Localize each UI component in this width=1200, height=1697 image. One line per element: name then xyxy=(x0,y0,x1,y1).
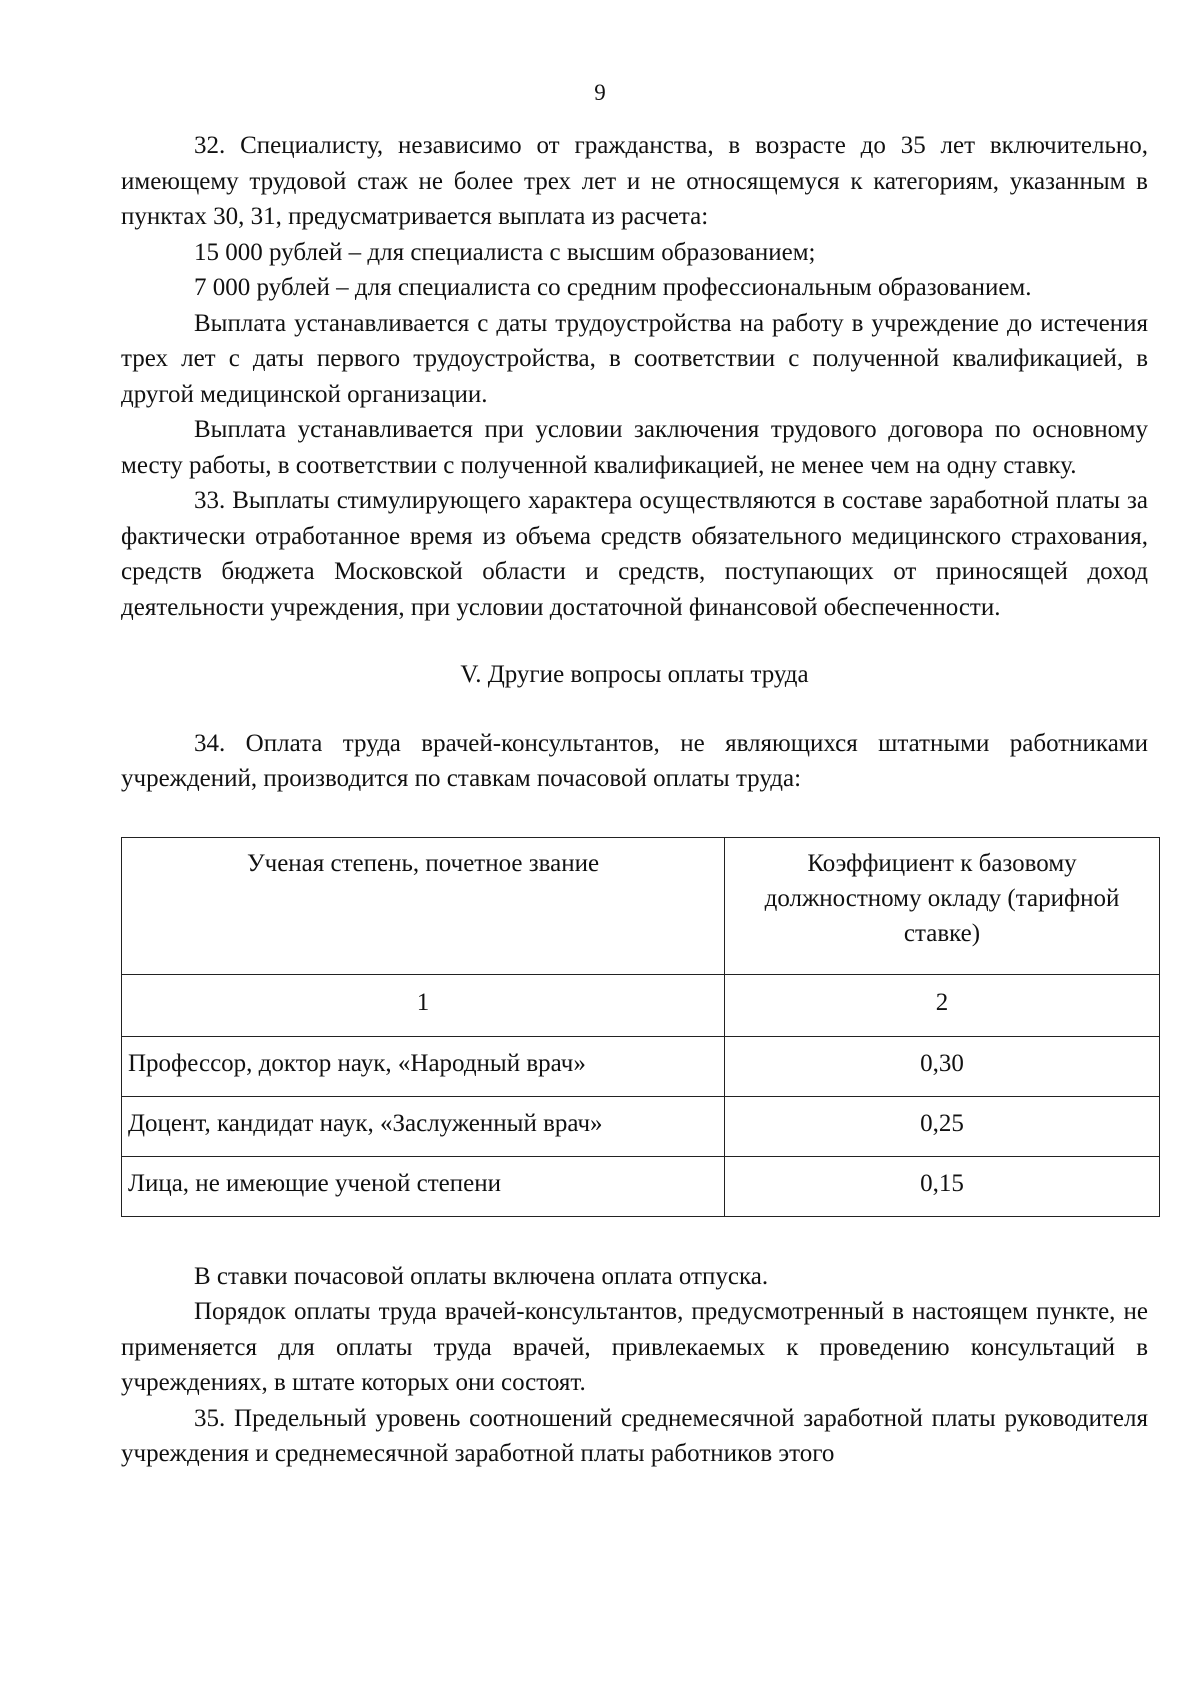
paragraph-procedure: Порядок оплаты труда врачей-консультантов, предусмотренный в настоящем пункте, не применяется для оплаты труда врачей, привлекаемых к проведению консультаций в учреждениях, в штате которых они состоят. xyxy=(121,1298,1148,1396)
paragraph-amount-higher: 15 000 рублей – для специалиста с высшим образованием; xyxy=(194,238,816,266)
rates-table-wrapper xyxy=(121,837,1148,1217)
paragraph-34: 34. Оплата труда врачей-консультантов, не являющихся штатными работниками учреждений, производится по ставкам почасовой оплаты труда: xyxy=(121,729,1148,792)
paragraph-payment-start: Выплата устанавливается с даты трудоустройства на работу в учреждение до истечения трех лет с даты первого трудоустройства, в соответствии с полученной квалификацией, в другой медицинской организации. xyxy=(121,309,1148,408)
table-index-cell: 2 xyxy=(725,974,1160,1036)
table-header-cell: Ученая степень, почетное звание xyxy=(122,837,725,974)
paragraph-35: 35. Предельный уровень соотношений среднемесячной заработной платы руководителя учреждения и среднемесячной заработной платы работников этого xyxy=(121,1404,1148,1467)
paragraph-payment-condition: Выплата устанавливается при условии заключения трудового договора по основному месту работы, в соответствии с полученной квалификацией, не менее чем на одну ставку. xyxy=(121,416,1148,479)
table-cell-degree: Лица, не имеющие ученой степени xyxy=(122,1156,725,1216)
table-row xyxy=(122,1096,1160,1156)
paragraph-33: 33. Выплаты стимулирующего характера осуществляются в составе заработной платы за фактически отработанное время из объема средств обязательного медицинского страхования, средств бюджета Московской области и средств, поступающих от приносящей доход деятельности учреждения, при условии достаточной финансовой обеспеченности. xyxy=(121,487,1148,621)
table-cell-coefficient: 0,25 xyxy=(725,1096,1160,1156)
paragraph-amount-secondary: 7 000 рублей – для специалиста со средним профессиональным образованием. xyxy=(194,274,1032,301)
rates-table xyxy=(121,837,1160,1217)
table-cell-degree: Доцент, кандидат наук, «Заслуженный врач» xyxy=(122,1096,725,1156)
table-index-cell: 1 xyxy=(122,974,725,1036)
table-row xyxy=(122,1156,1160,1216)
table-header-row xyxy=(122,837,1160,974)
section-title: V. Другие вопросы оплаты труда xyxy=(460,661,809,688)
document-body xyxy=(121,128,1148,1472)
table-cell-degree: Профессор, доктор наук, «Народный врач» xyxy=(122,1036,725,1096)
table-cell-coefficient: 0,15 xyxy=(725,1156,1160,1216)
page-number: 9 xyxy=(594,80,606,105)
table-cell-coefficient: 0,30 xyxy=(725,1036,1160,1096)
table-row xyxy=(122,1036,1160,1096)
paragraph-32: 32. Специалисту, независимо от гражданства, в возрасте до 35 лет включительно, имеющему трудовой стаж не более трех лет и не относящемуся к категориям, указанным в пунктах 30, 31, предусматривается выплата из расчета: xyxy=(121,132,1148,230)
table-header-cell: Коэффициент к базовому должностному окладу (тарифной ставке) xyxy=(725,837,1160,974)
paragraph-vacation: В ставки почасовой оплаты включена оплата отпуска. xyxy=(194,1262,769,1290)
table-index-row xyxy=(122,974,1160,1036)
